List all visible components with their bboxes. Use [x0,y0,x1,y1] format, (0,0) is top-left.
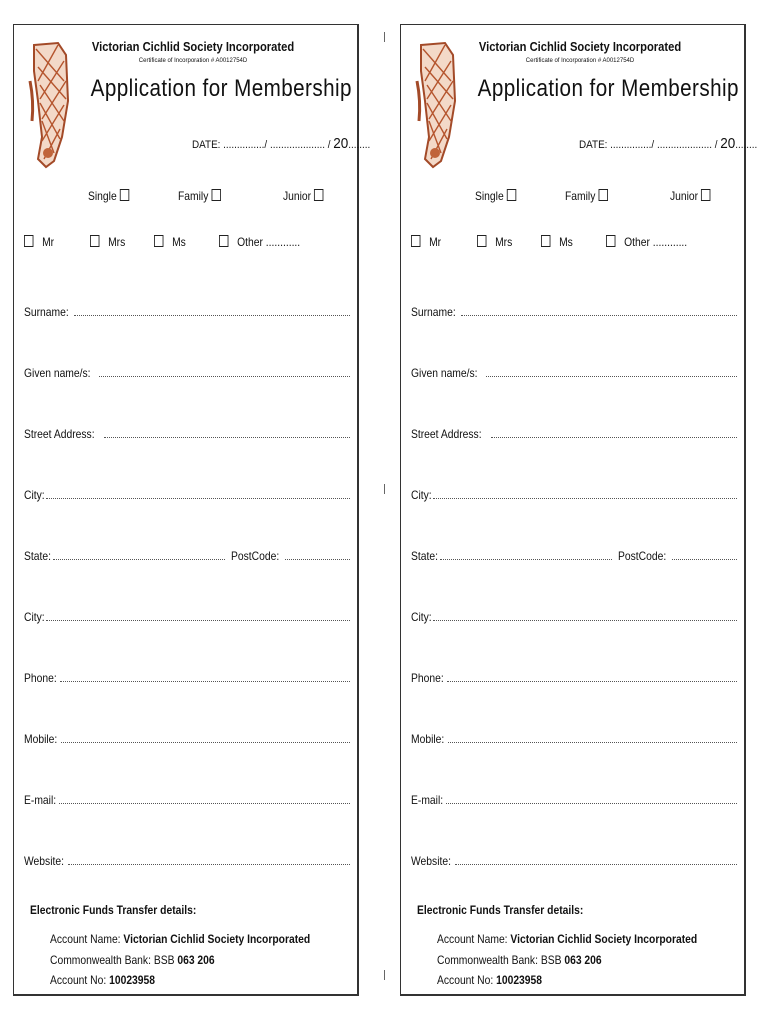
street-address-label: Street Address: [411,427,482,441]
account-no-value: 10023958 [109,973,156,987]
date-sep: / [264,139,268,151]
email-line[interactable] [446,802,737,804]
title-mr-label: Mr [429,235,442,249]
given-names-label: Given name/s: [24,366,91,380]
city-field[interactable] [24,488,350,502]
certificate-number: Certificate of Incorporation # A0012754D [138,58,248,64]
org-name: Victorian Cichlid Society Incorporated [478,39,682,54]
date-year-prefix: 20 [720,135,736,152]
title-mrs[interactable] [90,235,125,249]
divider-tick [384,32,385,42]
membership-single-label: Single [475,189,504,203]
bsb-value: 063 206 [564,953,602,967]
mrs-checkbox[interactable] [477,235,486,247]
street-address-field[interactable] [411,427,737,441]
membership-junior[interactable] [283,189,323,203]
phone-label: Phone: [411,671,444,685]
date-sep: / [651,139,655,151]
given-names-field[interactable] [24,366,350,380]
given-names-label: Given name/s: [411,366,478,380]
surname-line[interactable] [461,314,737,316]
city-label: City: [24,488,45,502]
title-mr[interactable] [411,235,441,249]
mobile-line[interactable] [448,741,737,743]
street-address-field[interactable] [24,427,350,441]
membership-junior-label: Junior [670,189,699,203]
surname-line[interactable] [74,314,350,316]
date-label: DATE: [579,139,608,151]
state-label: State: [411,549,438,563]
surname-field[interactable] [411,305,737,319]
divider-tick [384,970,385,980]
eft-account-name [50,932,310,946]
org-name: Victorian Cichlid Society Incorporated [91,39,295,54]
membership-single[interactable] [475,189,516,203]
single-checkbox[interactable] [120,189,129,201]
other-blank[interactable]: ............ [652,235,688,249]
mobile-label: Mobile: [411,732,445,746]
website-line[interactable] [455,863,737,865]
website-field[interactable] [24,854,350,868]
ms-checkbox[interactable] [154,235,163,247]
title-mrs[interactable] [477,235,512,249]
title-ms-label: Ms [172,235,186,249]
state-label: State: [24,549,51,563]
postcode-line[interactable] [285,558,350,560]
bank-label: Commonwealth Bank: BSB [50,953,175,967]
date-day-blank[interactable]: ............... [610,139,652,151]
date-label: DATE: [192,139,221,151]
date-line [579,135,757,152]
mr-checkbox[interactable] [24,235,33,247]
title-ms[interactable] [541,235,573,249]
cichlid-net-logo-icon [415,41,461,169]
bank-label: Commonwealth Bank: BSB [437,953,562,967]
mobile-field[interactable] [24,732,350,746]
membership-family[interactable] [565,189,608,203]
email-field[interactable] [411,793,737,807]
membership-form-right [400,24,758,996]
date-month-blank[interactable]: .................... [269,139,325,151]
family-checkbox[interactable] [598,189,607,201]
date-month-blank[interactable]: .................... [656,139,712,151]
eft-heading: Electronic Funds Transfer details: [30,903,197,917]
account-name-label: Account Name: [437,932,508,946]
given-names-field[interactable] [411,366,737,380]
title-other[interactable] [606,235,687,249]
account-name-value: Victorian Cichlid Society Incorporated [123,932,311,946]
email-field[interactable] [24,793,350,807]
date-sep: / [714,139,718,151]
phone-label: Phone: [24,671,57,685]
phone-line[interactable] [60,680,350,682]
title-mr[interactable] [24,235,54,249]
other-blank[interactable]: ............ [265,235,301,249]
ms-checkbox[interactable] [541,235,550,247]
other-checkbox[interactable] [606,235,615,247]
title-ms-label: Ms [559,235,573,249]
city2-field[interactable] [411,610,737,624]
form-title: Application for Membership [477,75,739,102]
junior-checkbox[interactable] [314,189,323,201]
eft-bank [50,953,215,967]
date-year-blank[interactable]: ........ [348,139,371,151]
postcode-label: PostCode: [231,549,280,563]
city2-line[interactable] [433,619,737,621]
account-no-label: Account No: [437,973,494,987]
city-line[interactable] [46,497,350,499]
city2-label: City: [411,610,432,624]
other-checkbox[interactable] [219,235,228,247]
city2-field[interactable] [24,610,350,624]
date-line [192,135,370,152]
divider-tick [384,484,385,494]
surname-label: Surname: [411,305,456,319]
membership-single[interactable] [88,189,129,203]
mrs-checkbox[interactable] [90,235,99,247]
mr-checkbox[interactable] [411,235,420,247]
junior-checkbox[interactable] [701,189,710,201]
title-other[interactable] [219,235,300,249]
membership-junior-label: Junior [283,189,312,203]
surname-field[interactable] [24,305,350,319]
account-name-value: Victorian Cichlid Society Incorporated [510,932,698,946]
given-names-line[interactable] [99,375,350,377]
date-sep: / [327,139,331,151]
membership-single-label: Single [88,189,117,203]
date-year-prefix: 20 [333,135,349,152]
email-label: E-mail: [24,793,57,807]
phone-line[interactable] [447,680,737,682]
eft-account-name [437,932,697,946]
title-other-label: Other [237,235,263,249]
cichlid-net-logo-icon [28,41,74,169]
title-mrs-label: Mrs [108,235,126,249]
eft-bank [437,953,602,967]
state-line[interactable] [53,558,225,560]
street-address-line[interactable] [104,436,350,438]
phone-field[interactable] [24,671,350,685]
membership-family-label: Family [178,189,209,203]
website-label: Website: [24,854,64,868]
city-line[interactable] [433,497,737,499]
membership-family-label: Family [565,189,596,203]
street-address-line[interactable] [491,436,737,438]
email-label: E-mail: [411,793,444,807]
state-postcode-field[interactable] [24,549,350,563]
title-mr-label: Mr [42,235,55,249]
single-checkbox[interactable] [507,189,516,201]
state-postcode-field[interactable] [411,549,737,563]
city-label: City: [411,488,432,502]
account-no-value: 10023958 [496,973,543,987]
eft-heading: Electronic Funds Transfer details: [417,903,584,917]
title-ms[interactable] [154,235,186,249]
city-field[interactable] [411,488,737,502]
website-field[interactable] [411,854,737,868]
eft-account-no [437,973,542,987]
phone-field[interactable] [411,671,737,685]
state-line[interactable] [440,558,612,560]
certificate-number: Certificate of Incorporation # A0012754D [525,58,635,64]
email-line[interactable] [59,802,350,804]
form-title: Application for Membership [90,75,352,102]
date-day-blank[interactable]: ............... [223,139,265,151]
given-names-line[interactable] [486,375,737,377]
website-label: Website: [411,854,451,868]
title-other-label: Other [624,235,650,249]
city2-label: City: [24,610,45,624]
eft-account-no [50,973,155,987]
title-mrs-label: Mrs [495,235,513,249]
mobile-field[interactable] [411,732,737,746]
membership-form-left [13,24,371,996]
account-no-label: Account No: [50,973,107,987]
mobile-label: Mobile: [24,732,58,746]
family-checkbox[interactable] [211,189,220,201]
date-year-blank[interactable]: ........ [735,139,758,151]
mobile-line[interactable] [61,741,350,743]
street-address-label: Street Address: [24,427,95,441]
membership-family[interactable] [178,189,221,203]
bsb-value: 063 206 [177,953,215,967]
city2-line[interactable] [46,619,350,621]
postcode-label: PostCode: [618,549,667,563]
membership-junior[interactable] [670,189,710,203]
surname-label: Surname: [24,305,69,319]
website-line[interactable] [68,863,350,865]
account-name-label: Account Name: [50,932,121,946]
postcode-line[interactable] [672,558,737,560]
